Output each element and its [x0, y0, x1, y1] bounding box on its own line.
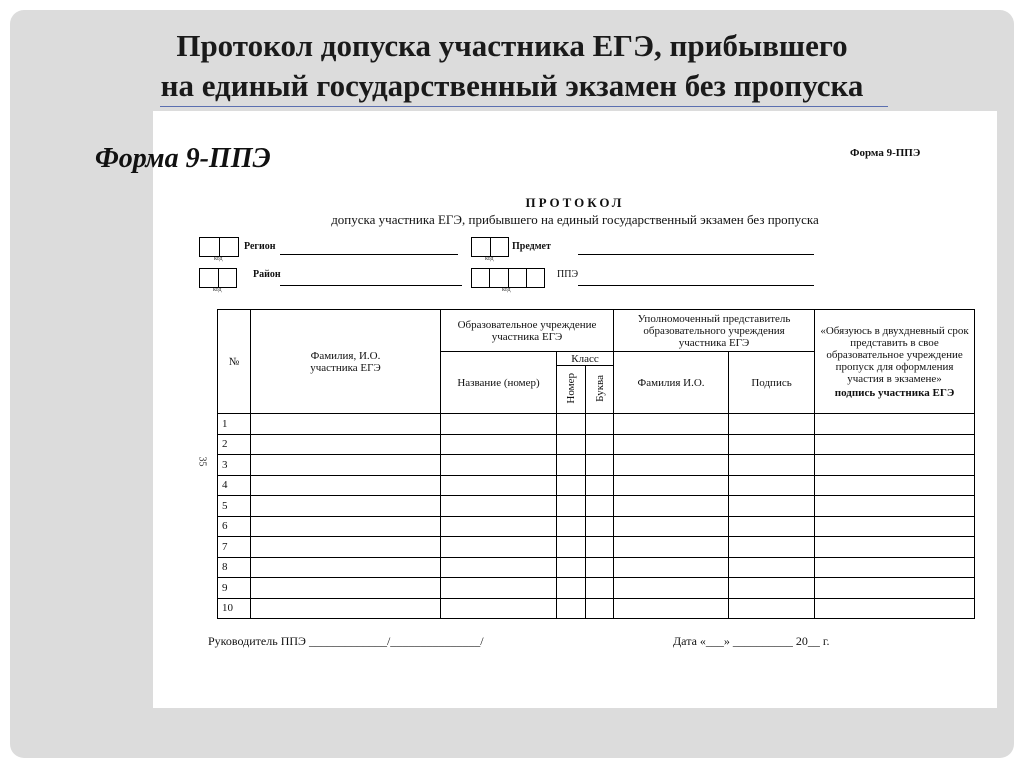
subheader-class-number: Номер [557, 366, 586, 414]
subheader-rep-signature: Подпись [729, 352, 815, 414]
subheader-class: Класс [557, 352, 614, 366]
table-cell [557, 557, 586, 578]
header-obligation: «Обязуюсь в двухдневный срок представить в свое образовательное учреждение пропуск для оформления участия в экзамене» подпись участника ЕГЭ [815, 310, 975, 414]
table-cell [441, 578, 557, 599]
ppe-line [578, 285, 814, 286]
table-cell [557, 578, 586, 599]
ppe-code-caption: код [502, 287, 511, 293]
table-row [218, 557, 975, 578]
region-code-box [199, 237, 239, 257]
subheader-rep-name: Фамилия И.О. [614, 352, 729, 414]
ppe-label: ППЭ [557, 269, 579, 280]
region-line [280, 254, 458, 255]
table-cell [441, 516, 557, 537]
table-cell [251, 557, 441, 578]
table-cell [441, 496, 557, 517]
row-number: 9 [218, 578, 251, 599]
row-number: 7 [218, 537, 251, 558]
table-cell [557, 414, 586, 435]
table-cell [586, 516, 614, 537]
table-row [218, 414, 975, 435]
table-cell [251, 578, 441, 599]
table-cell [557, 516, 586, 537]
form-label: Форма 9-ППЭ [95, 143, 271, 174]
table-cell [586, 537, 614, 558]
table-cell [251, 496, 441, 517]
table-cell [815, 537, 975, 558]
table-row [218, 475, 975, 496]
subject-label: Предмет [512, 241, 551, 252]
table-cell [557, 475, 586, 496]
district-code-box [199, 268, 237, 288]
table-cell [729, 578, 815, 599]
row-number: 6 [218, 516, 251, 537]
form-corner-label: Форма 9-ППЭ [850, 147, 921, 159]
table-cell [557, 537, 586, 558]
row-number: 8 [218, 557, 251, 578]
subject-line [578, 254, 814, 255]
table-cell [586, 434, 614, 455]
table-cell [251, 414, 441, 435]
table-cell [614, 598, 729, 619]
table-row [218, 434, 975, 455]
table-cell [729, 598, 815, 619]
table-cell [729, 516, 815, 537]
table-cell [441, 414, 557, 435]
table-row [218, 455, 975, 476]
table-cell [614, 414, 729, 435]
row-number: 2 [218, 434, 251, 455]
footer-date: Дата «___» __________ 20__ г. [673, 634, 830, 648]
table-cell [815, 434, 975, 455]
protocol-heading: ПРОТОКОЛ [525, 195, 625, 210]
table-cell [586, 578, 614, 599]
protocol-subheading: допуска участника ЕГЭ, прибывшего на единый государственный экзамен без пропуска [331, 212, 819, 227]
table-cell [614, 496, 729, 517]
row-number: 1 [218, 414, 251, 435]
table-row [218, 496, 975, 517]
table-cell [815, 516, 975, 537]
table-cell [251, 516, 441, 537]
table-cell [614, 537, 729, 558]
district-code-caption: код [213, 287, 222, 293]
district-label: Район [253, 269, 281, 280]
table-cell [251, 475, 441, 496]
table-cell [614, 475, 729, 496]
table-cell [614, 578, 729, 599]
table-cell [586, 557, 614, 578]
table-cell [729, 455, 815, 476]
table-cell [586, 414, 614, 435]
table-cell [441, 475, 557, 496]
table-cell [557, 496, 586, 517]
table-cell [441, 537, 557, 558]
table-cell [557, 434, 586, 455]
subject-code-caption: код [485, 256, 494, 262]
footer-ppe-head: Руководитель ППЭ _____________/_______________/ [208, 634, 484, 648]
table-row [218, 598, 975, 619]
table-cell [586, 598, 614, 619]
subheader-institution-title: Название (номер) [441, 352, 557, 414]
row-number: 10 [218, 598, 251, 619]
table-cell [614, 455, 729, 476]
region-code-caption: код [214, 256, 223, 262]
table-cell [815, 557, 975, 578]
district-line [280, 285, 462, 286]
table-cell [729, 557, 815, 578]
row-number: 4 [218, 475, 251, 496]
header-edu-institution: Образовательное учреждение участника ЕГЭ [441, 310, 614, 352]
ppe-code-box [471, 268, 545, 288]
table-cell [729, 496, 815, 517]
table-cell [614, 557, 729, 578]
table-cell [586, 475, 614, 496]
table-cell [441, 455, 557, 476]
row-number: 5 [218, 496, 251, 517]
title-underline [160, 106, 888, 107]
table-cell [729, 537, 815, 558]
table-cell [729, 434, 815, 455]
table-cell [815, 475, 975, 496]
table-cell [815, 455, 975, 476]
table-cell [251, 434, 441, 455]
slide-title-line-1: Протокол допуска участника ЕГЭ, прибывшего [176, 28, 848, 63]
subject-code-box [471, 237, 509, 257]
table-cell [441, 434, 557, 455]
table-cell [729, 414, 815, 435]
table-cell [614, 516, 729, 537]
table-cell [557, 598, 586, 619]
table-cell [586, 496, 614, 517]
region-label: Регион [244, 241, 276, 252]
table-cell [815, 578, 975, 599]
header-number: № [218, 310, 251, 414]
table-cell [441, 598, 557, 619]
table-cell [586, 455, 614, 476]
table-cell [251, 537, 441, 558]
table-cell [251, 455, 441, 476]
table-row [218, 578, 975, 599]
table-cell [815, 414, 975, 435]
table-row [218, 516, 975, 537]
table-row [218, 537, 975, 558]
page-number: 35 [196, 456, 208, 467]
table-cell [614, 434, 729, 455]
table-cell [815, 598, 975, 619]
table-cell [815, 496, 975, 517]
row-number: 3 [218, 455, 251, 476]
header-representative: Уполномоченный представитель образовательного учреждения участника ЕГЭ [614, 310, 815, 352]
protocol-table [217, 309, 975, 619]
table-cell [441, 557, 557, 578]
slide-title-line-2: на единый государственный экзамен без пропуска [160, 68, 864, 103]
header-participant-name: Фамилия, И.О. участника ЕГЭ [251, 310, 441, 414]
table-cell [729, 475, 815, 496]
table-cell [557, 455, 586, 476]
table-cell [251, 598, 441, 619]
obligation-sign-label: подпись участника ЕГЭ [834, 386, 955, 399]
subheader-class-letter: Буква [586, 366, 614, 414]
